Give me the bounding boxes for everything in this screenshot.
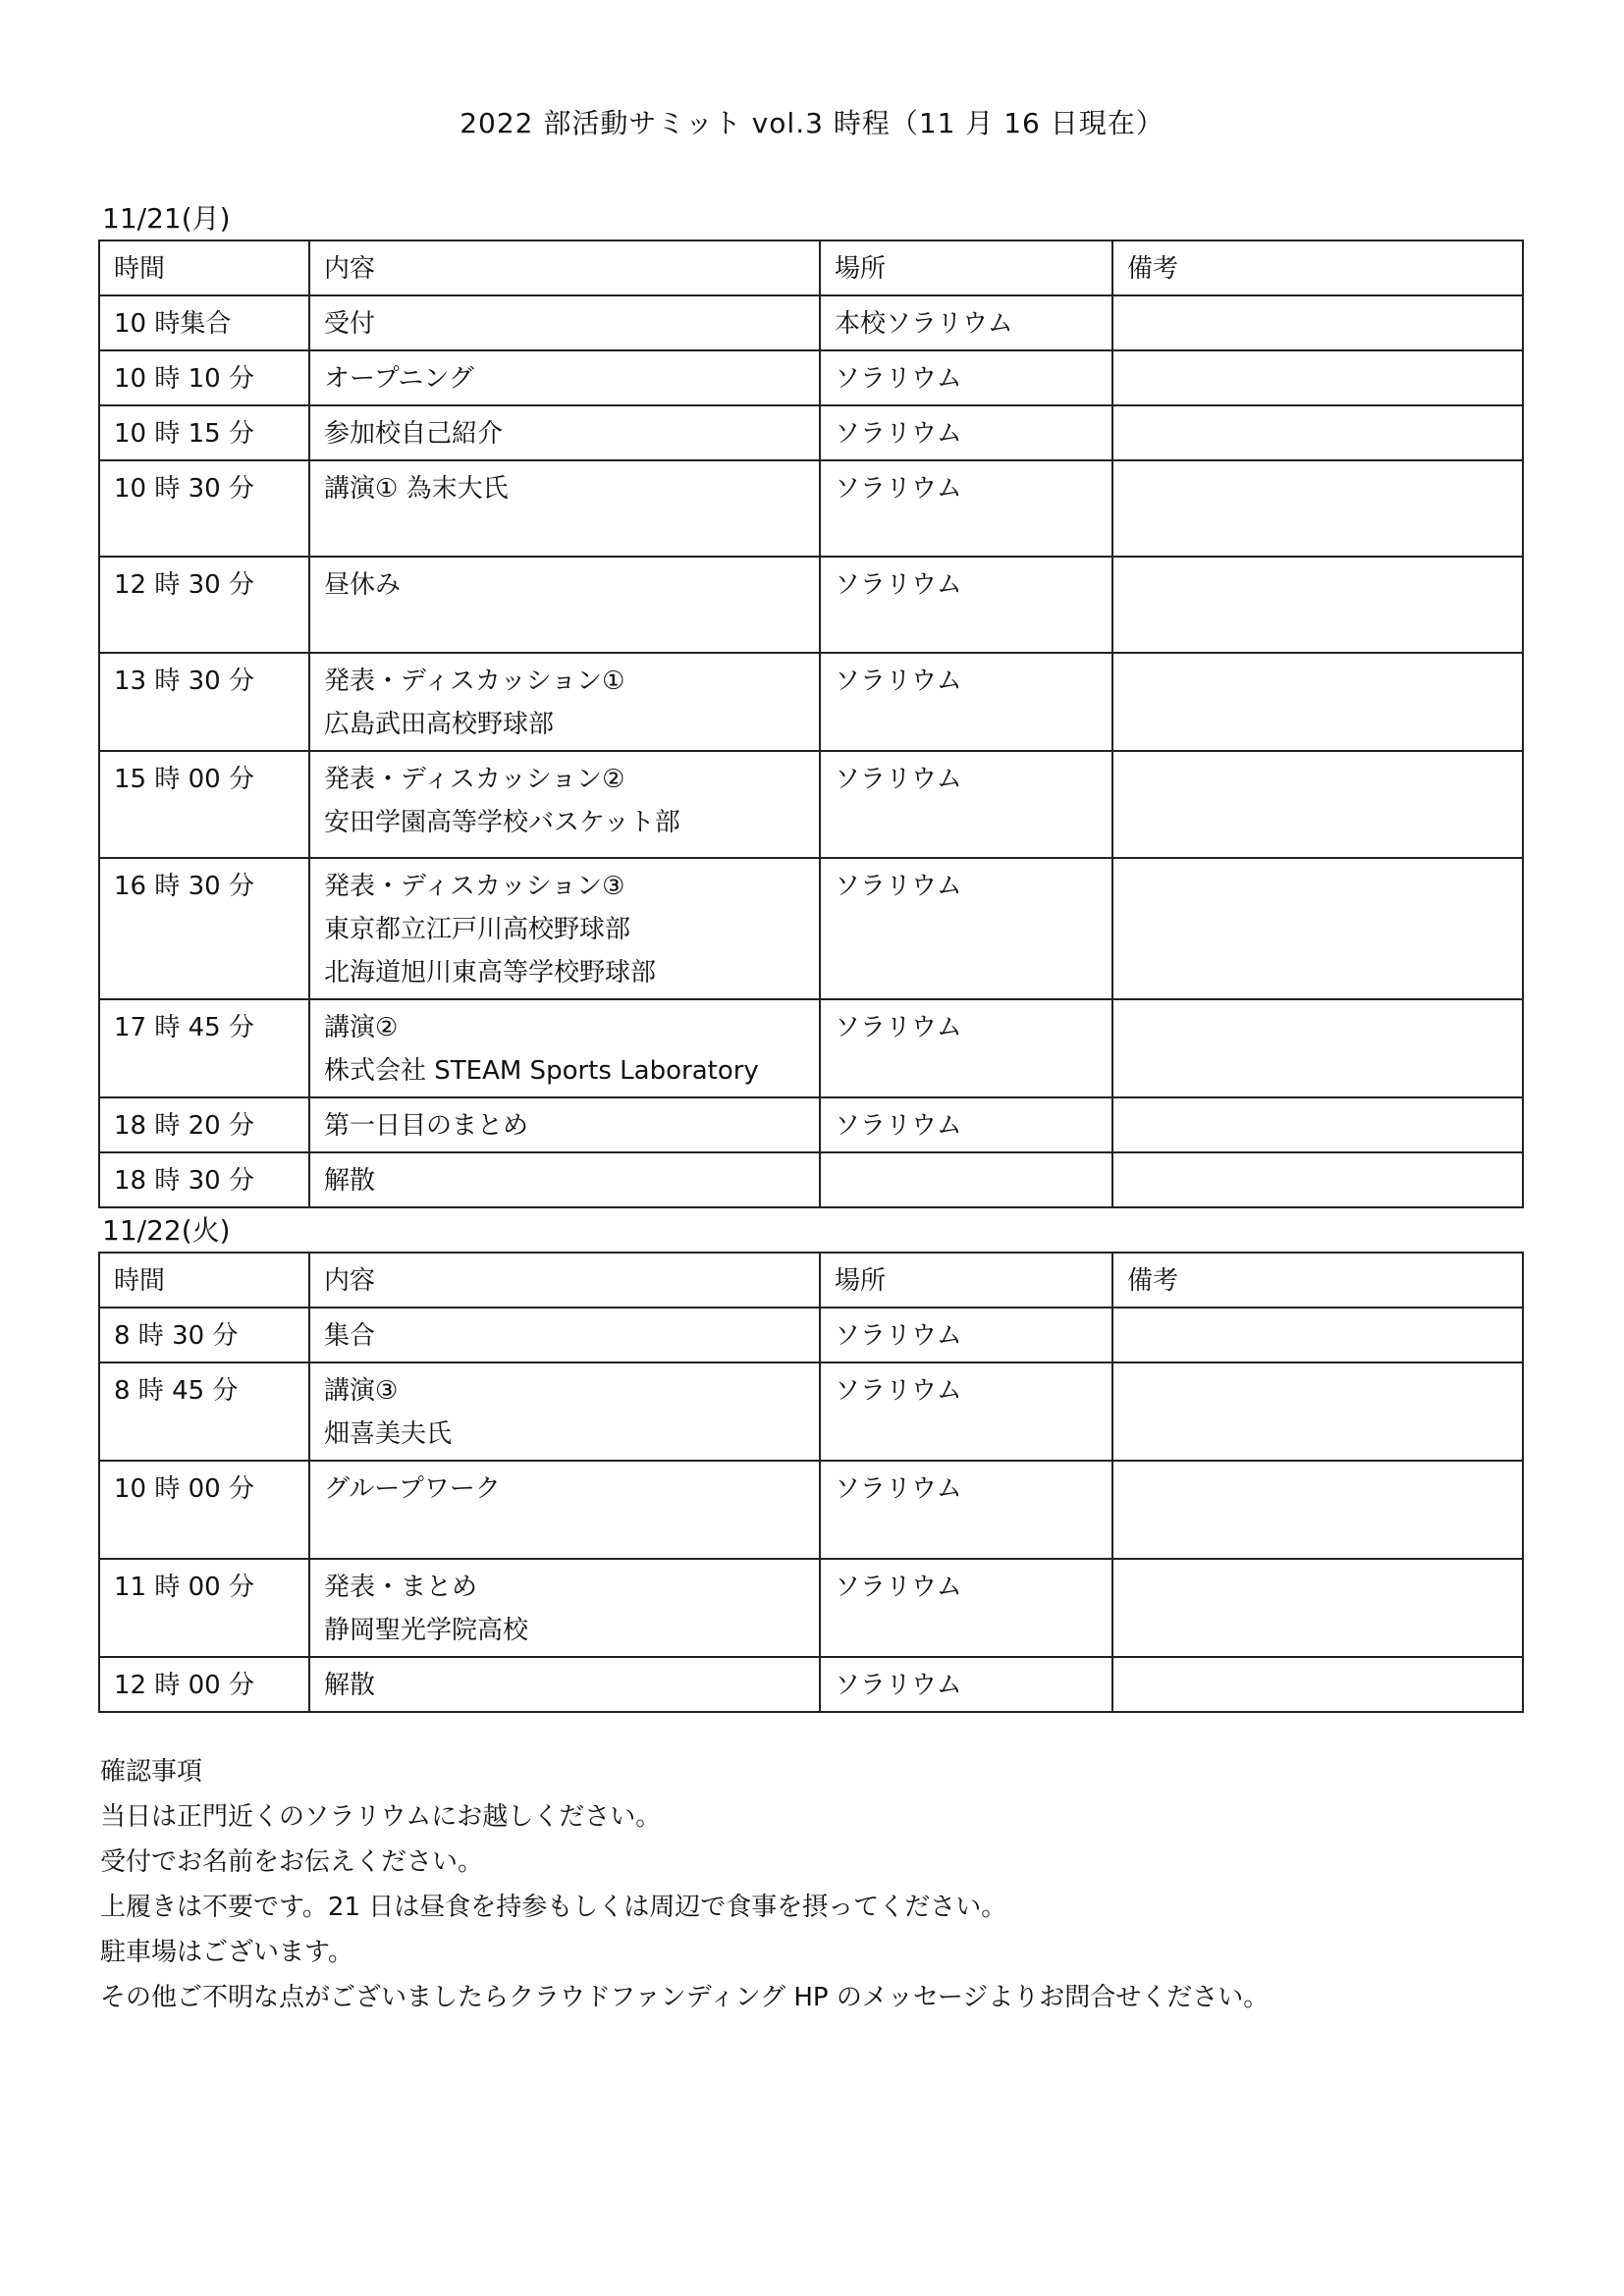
cell-place: ソラリウム: [820, 460, 1112, 557]
header-time: 時間: [99, 240, 309, 295]
header-notes: 備考: [1112, 240, 1523, 295]
cell-place: 本校ソラリウム: [820, 295, 1112, 350]
cell-time: 15 時 00 分: [99, 751, 309, 858]
cell-content: [309, 858, 820, 999]
cell-place: ソラリウム: [820, 1097, 1112, 1152]
cell-place: ソラリウム: [820, 405, 1112, 460]
cell-place: ソラリウム: [820, 350, 1112, 405]
content-line: 解散: [324, 1671, 376, 1700]
content-line: 畑喜美夫氏: [324, 1419, 453, 1449]
notes-line: その他ご不明な点がございましたらクラウドファンディング HP のメッセージよりお問合せください。: [100, 1983, 1270, 2012]
cell-content: [309, 405, 820, 460]
cell-notes: [1112, 460, 1523, 557]
content-line: 講演① 為末大氏: [324, 474, 509, 504]
content-line: 安田学園高等学校バスケット部: [324, 808, 680, 837]
cell-notes: [1112, 1308, 1523, 1362]
cell-place: [820, 1152, 1112, 1207]
cell-notes: [1112, 557, 1523, 653]
cell-time: 13 時 30 分: [99, 653, 309, 751]
day1-date-label: 11/21(月): [102, 202, 231, 235]
table-header-row: [99, 1253, 1523, 1308]
cell-place: ソラリウム: [820, 557, 1112, 653]
cell-notes: [1112, 999, 1523, 1097]
table-row: [99, 557, 1523, 653]
cell-place: ソラリウム: [820, 999, 1112, 1097]
content-line: 昼休み: [324, 570, 402, 600]
cell-time: 10 時集合: [99, 295, 309, 350]
notes-line: 受付でお名前をお伝えください。: [100, 1847, 484, 1877]
content-line: 広島武田高校野球部: [324, 710, 555, 739]
cell-content: [309, 1559, 820, 1657]
cell-notes: [1112, 1152, 1523, 1207]
table-row: [99, 999, 1523, 1097]
day2-schedule-table: [98, 1252, 1524, 1713]
content-line: 受付: [324, 309, 376, 339]
cell-content: [309, 460, 820, 557]
table-row: [99, 1308, 1523, 1362]
cell-time: 18 時 20 分: [99, 1097, 309, 1152]
cell-time: 16 時 30 分: [99, 858, 309, 999]
content-line: 講演②: [324, 1013, 399, 1042]
header-place: 場所: [820, 1253, 1112, 1308]
cell-place: ソラリウム: [820, 1657, 1112, 1712]
notes-line: 上履きは不要です。21 日は昼食を持参もしくは周辺で食事を摂ってください。: [100, 1893, 1007, 1922]
content-line: グループワーク: [324, 1474, 501, 1504]
cell-notes: [1112, 1657, 1523, 1712]
table-row: [99, 1152, 1523, 1207]
table-header-row: [99, 240, 1523, 295]
table-row: [99, 1461, 1523, 1559]
cell-content: [309, 350, 820, 405]
cell-time: 8 時 30 分: [99, 1308, 309, 1362]
content-line: 解散: [324, 1166, 376, 1196]
table-row: [99, 350, 1523, 405]
cell-time: 8 時 45 分: [99, 1362, 309, 1461]
cell-place: ソラリウム: [820, 1362, 1112, 1461]
notes-line: 駐車場はございます。: [100, 1938, 353, 1967]
header-content: 内容: [309, 240, 820, 295]
cell-place: ソラリウム: [820, 1461, 1112, 1559]
cell-time: 12 時 00 分: [99, 1657, 309, 1712]
cell-place: ソラリウム: [820, 653, 1112, 751]
notes-heading: 確認事項: [100, 1757, 203, 1787]
header-content: 内容: [309, 1253, 820, 1308]
table-row: [99, 1559, 1523, 1657]
cell-content: [309, 295, 820, 350]
day2-date-label: 11/22(火): [102, 1214, 231, 1247]
day1-section: [98, 198, 1522, 1208]
cell-content: [309, 1308, 820, 1362]
cell-content: [309, 1362, 820, 1461]
cell-content: [309, 1097, 820, 1152]
table-row: [99, 405, 1523, 460]
cell-place: ソラリウム: [820, 1308, 1112, 1362]
table-row: [99, 751, 1523, 858]
cell-notes: [1112, 1461, 1523, 1559]
content-line: 講演③: [324, 1376, 399, 1406]
cell-time: 10 時 00 分: [99, 1461, 309, 1559]
content-line: 発表・ディスカッション①: [324, 667, 625, 696]
cell-notes: [1112, 1362, 1523, 1461]
cell-notes: [1112, 1559, 1523, 1657]
cell-place: ソラリウム: [820, 751, 1112, 858]
table-row: [99, 295, 1523, 350]
cell-time: 10 時 30 分: [99, 460, 309, 557]
cell-content: [309, 1657, 820, 1712]
content-line: 株式会社 STEAM Sports Laboratory: [324, 1056, 759, 1086]
day1-schedule-table: [98, 240, 1524, 1208]
content-line: 集合: [324, 1321, 376, 1351]
header-time: 時間: [99, 1253, 309, 1308]
cell-time: 11 時 00 分: [99, 1559, 309, 1657]
confirmation-notes: [98, 1749, 1522, 2020]
cell-notes: [1112, 350, 1523, 405]
cell-place: ソラリウム: [820, 858, 1112, 999]
cell-time: 10 時 15 分: [99, 405, 309, 460]
cell-content: [309, 1152, 820, 1207]
table-row: [99, 1657, 1523, 1712]
cell-notes: [1112, 1097, 1523, 1152]
cell-notes: [1112, 295, 1523, 350]
cell-content: [309, 751, 820, 858]
cell-notes: [1112, 405, 1523, 460]
cell-time: 10 時 10 分: [99, 350, 309, 405]
cell-place: ソラリウム: [820, 1559, 1112, 1657]
cell-notes: [1112, 653, 1523, 751]
cell-content: [309, 653, 820, 751]
day2-section: [98, 1210, 1522, 1713]
content-line: 発表・まとめ: [324, 1573, 478, 1602]
content-line: 発表・ディスカッション③: [324, 872, 625, 901]
page-title: 2022 部活動サミット vol.3 時程（11 月 16 日現在）: [460, 107, 1164, 139]
table-row: [99, 1362, 1523, 1461]
cell-notes: [1112, 751, 1523, 858]
cell-time: 12 時 30 分: [99, 557, 309, 653]
header-notes: 備考: [1112, 1253, 1523, 1308]
header-place: 場所: [820, 240, 1112, 295]
content-line: 参加校自己紹介: [324, 419, 504, 449]
cell-time: 18 時 30 分: [99, 1152, 309, 1207]
cell-content: [309, 557, 820, 653]
cell-content: [309, 999, 820, 1097]
table-row: [99, 858, 1523, 999]
content-line: 静岡聖光学院高校: [324, 1616, 529, 1645]
content-line: 北海道旭川東高等学校野球部: [324, 958, 657, 988]
table-row: [99, 460, 1523, 557]
cell-notes: [1112, 858, 1523, 999]
table-row: [99, 653, 1523, 751]
table-row: [99, 1097, 1523, 1152]
content-line: オープニング: [324, 364, 474, 394]
cell-content: [309, 1461, 820, 1559]
content-line: 発表・ディスカッション②: [324, 765, 625, 794]
content-line: 東京都立江戸川高校野球部: [324, 915, 631, 944]
content-line: 第一日目のまとめ: [324, 1111, 529, 1141]
notes-line: 当日は正門近くのソラリウムにお越しください。: [100, 1802, 662, 1832]
cell-time: 17 時 45 分: [99, 999, 309, 1097]
